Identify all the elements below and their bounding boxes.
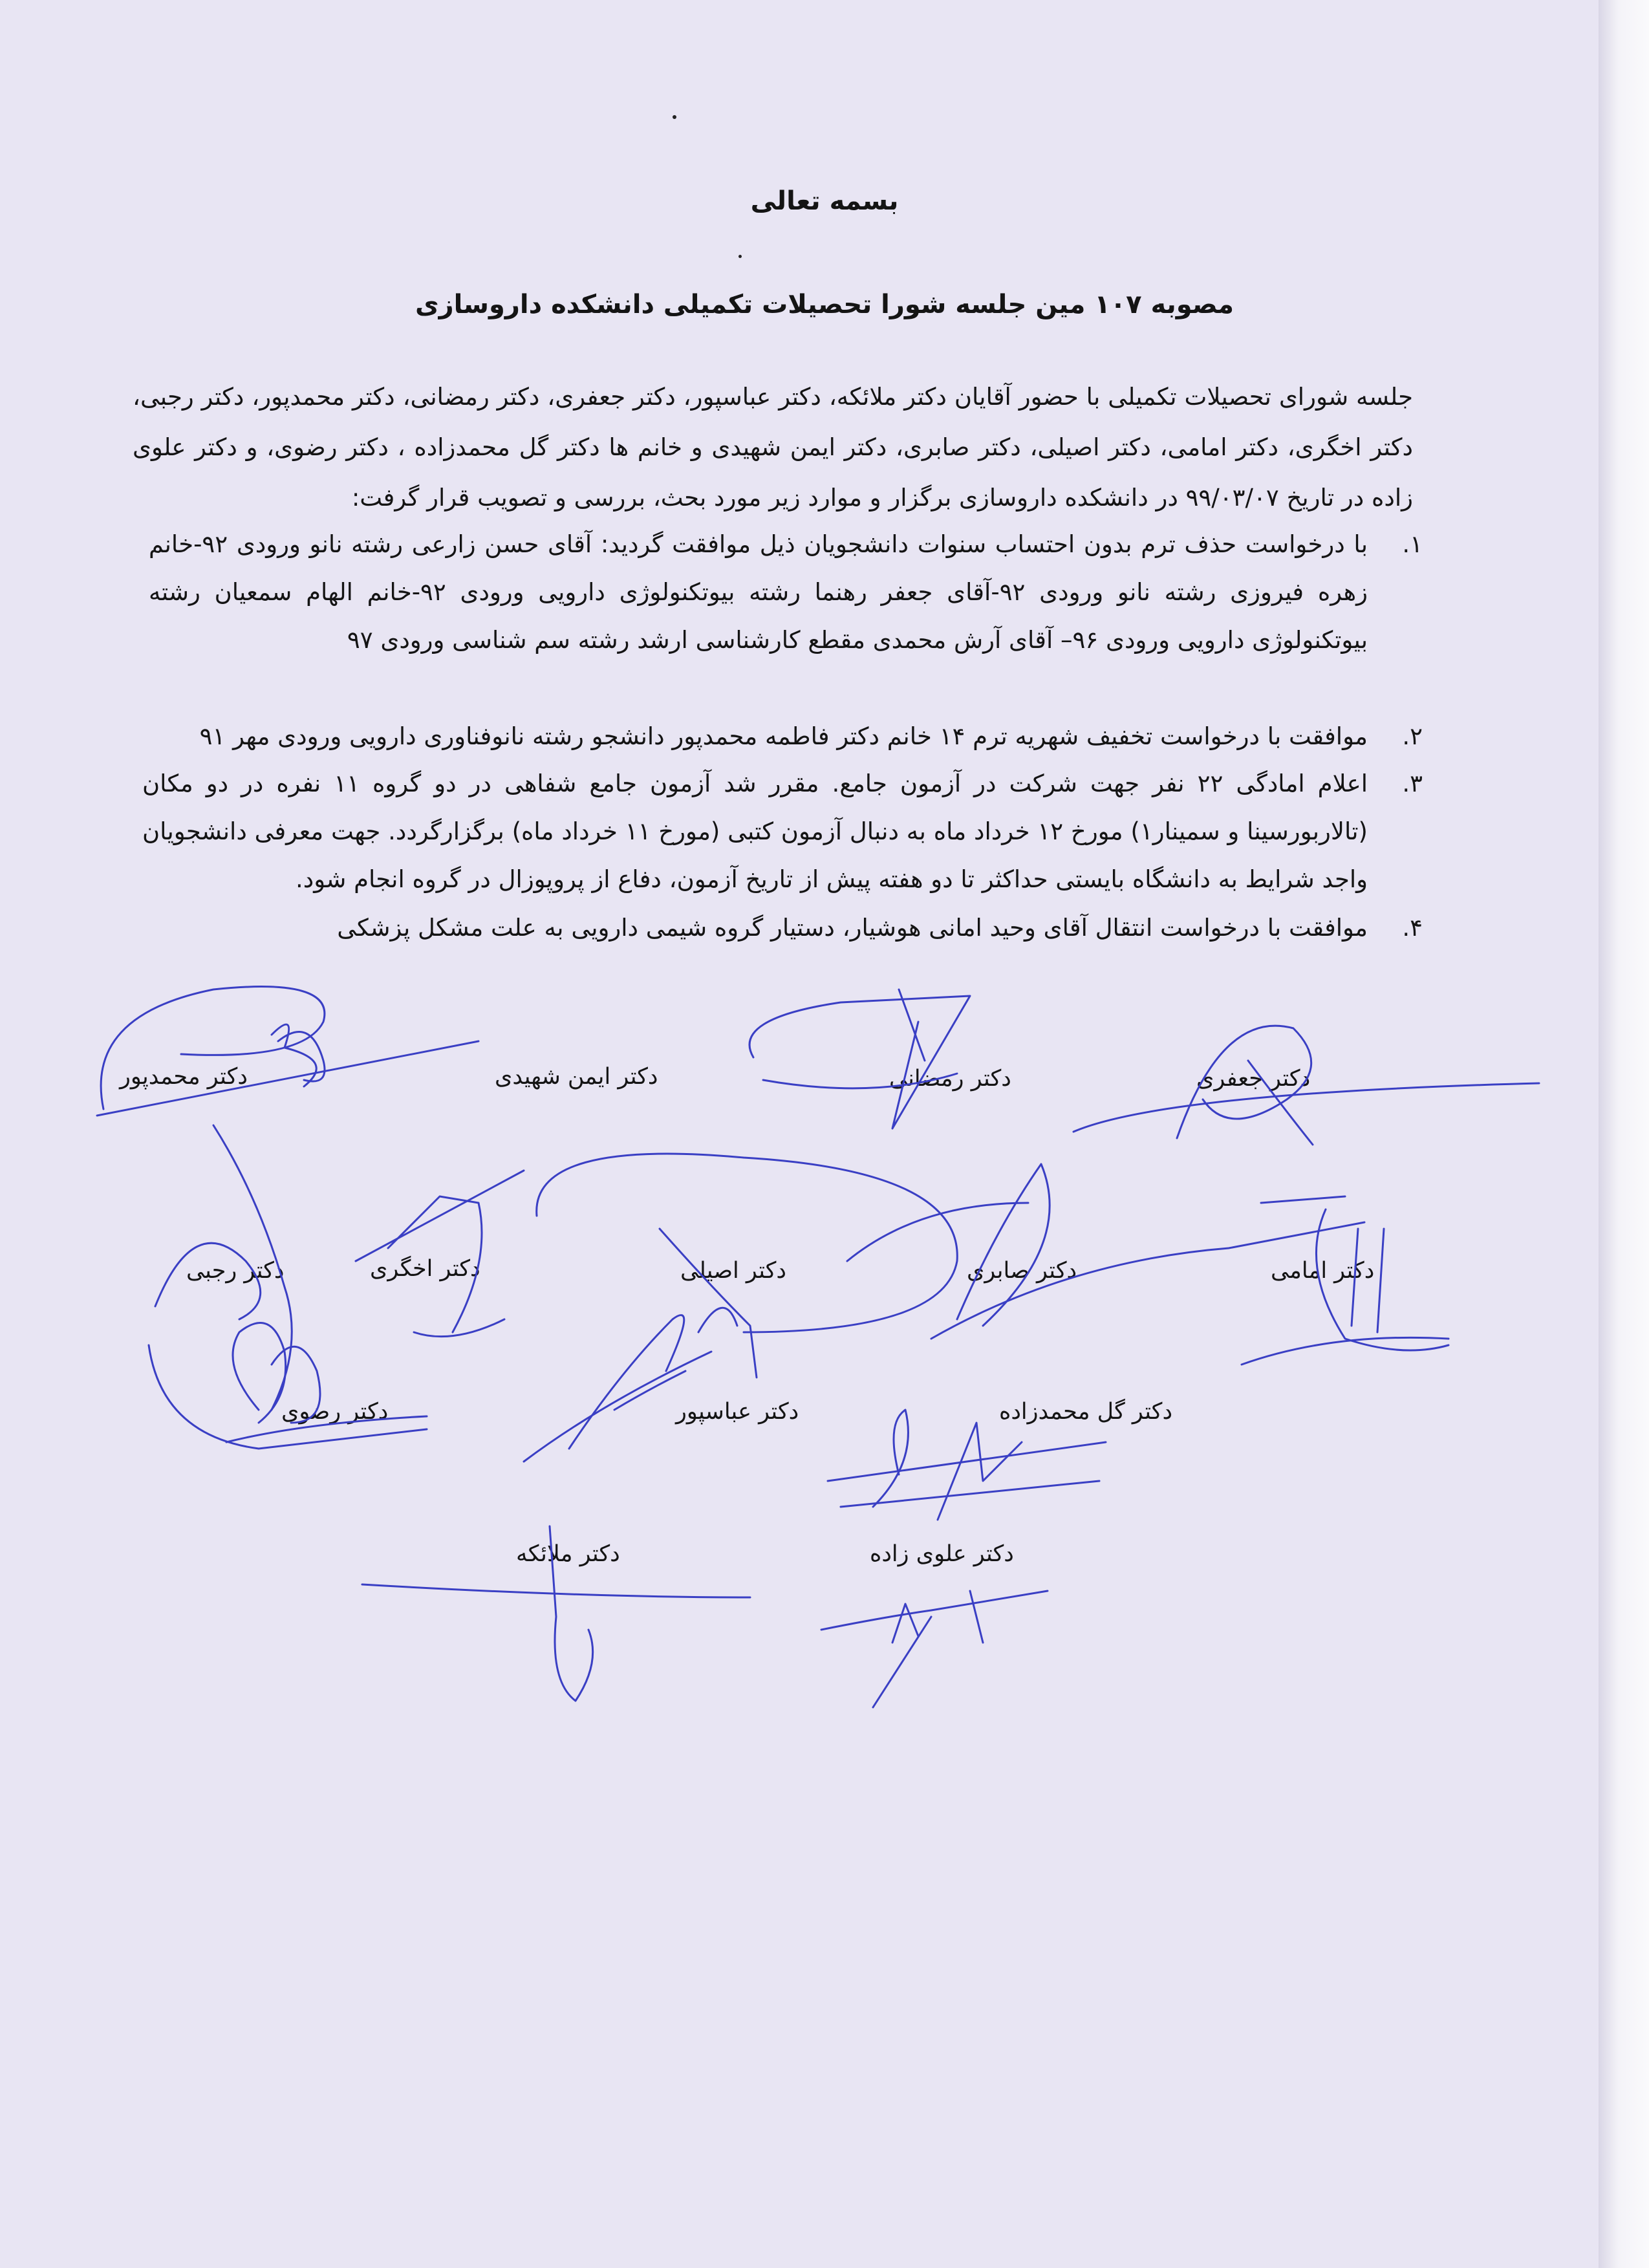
list-item bbox=[142, 760, 1423, 903]
signatory-name: دکتر محمدپور bbox=[120, 1064, 248, 1090]
list-item bbox=[149, 521, 1423, 664]
signatory-name: دکتر رضوی bbox=[281, 1399, 389, 1425]
document-title: مصوبه ۱۰۷ مین جلسه شورا تحصیلات تکمیلی دانشکده داروسازی bbox=[415, 290, 1234, 319]
signatory-name: دکتر ملائکه bbox=[516, 1541, 620, 1567]
signatory-name: دکتر عباسپور bbox=[676, 1399, 799, 1425]
item-text: موافقت با درخواست تخفیف شهریه ترم ۱۴ خانم دکتر فاطمه محمدپور دانشجو رشته نانوفناوری دارویی ورودی مهر ۹۱ bbox=[199, 722, 1368, 750]
basmala-heading: بسمه تعالی bbox=[750, 186, 899, 216]
signatory-name: دکتر اصیلی bbox=[680, 1258, 787, 1284]
item-number: ۱. bbox=[1402, 530, 1423, 558]
signatory-name: دکتر اخگری bbox=[370, 1256, 480, 1282]
item-number: ۳. bbox=[1402, 770, 1423, 797]
intro-paragraph: جلسه شورای تحصیلات تکمیلی با حضور آقایان دکتر ملائکه، دکتر عباسپور، دکتر جعفری، دکتر رمضانی، دکتر محمدپور، دکتر رجبی، دکتر اخگری، دکتر امامی، دکتر اصیلی، دکتر صابری، دکتر ایمن شهیدی و خانم ها دکتر گل محمدزاده ، دکتر رضوی، و دکتر علوی زاده در تاریخ ۹۹/۰۳/۰۷ در دانشکده داروسازی برگزار و موارد زیر مورد بحث، بررسی و تصویب قرار گرفت: bbox=[133, 383, 1413, 512]
signatory-name: دکتر علوی زاده bbox=[870, 1541, 1014, 1567]
signatory-name: دکتر رمضانی bbox=[889, 1066, 1011, 1092]
item-text: اعلام امادگی ۲۲ نفر جهت شرکت در آزمون جامع. مقرر شد آزمون جامع شفاهی در دو گروه ۱۱ نفره در دو مکان (تالاربورسینا و سمینار۱) مورخ ۱۲ خرداد ماه به دنبال آزمون کتبی (مورخ ۱۱ خرداد ماه) برگزارگردد. جهت معرفی دانشجویان واجد شرایط به دانشگاه بایستی حداکثر تا دو هفته پیش از تاریخ آزمون، دفاع از پروپوزال در گروه انجام شود. bbox=[142, 770, 1368, 893]
item-text: موافقت با درخواست انتقال آقای وحید امانی هوشیار، دستیار گروه شیمی دارویی به علت مشکل پزشکی bbox=[337, 914, 1368, 942]
item-number: ۴. bbox=[1402, 914, 1423, 942]
item-number: ۲. bbox=[1402, 722, 1423, 750]
list-item bbox=[194, 904, 1423, 952]
signatory-name: دکتر امامی bbox=[1271, 1258, 1375, 1284]
signatory-name: دکتر رجبی bbox=[186, 1258, 285, 1284]
signatory-name: دکتر صابری bbox=[967, 1258, 1077, 1284]
signatory-name: دکتر گل محمدزاده bbox=[999, 1399, 1173, 1425]
item-text: با درخواست حذف ترم بدون احتساب سنوات دانشجویان ذیل موافقت گردید: آقای حسن زارعی رشته نانو ورودی ۹۲-خانم زهره فیروزی رشته نانو ورودی ۹۲-آقای جعفر رهنما رشته بیوتکنولوژی دارویی ورودی ۹۲-خانم الهام سمعیان رشته بیوتکنولوژی دارویی ورودی ۹۶– آقای آرش محمدی مقطع کارشناسی ارشد رشته سم شناسی ورودی ۹۷ bbox=[149, 530, 1368, 654]
signatory-name: دکتر جعفری bbox=[1196, 1066, 1311, 1092]
signatory-name: دکتر ایمن شهیدی bbox=[495, 1064, 658, 1090]
list-item bbox=[142, 713, 1423, 761]
